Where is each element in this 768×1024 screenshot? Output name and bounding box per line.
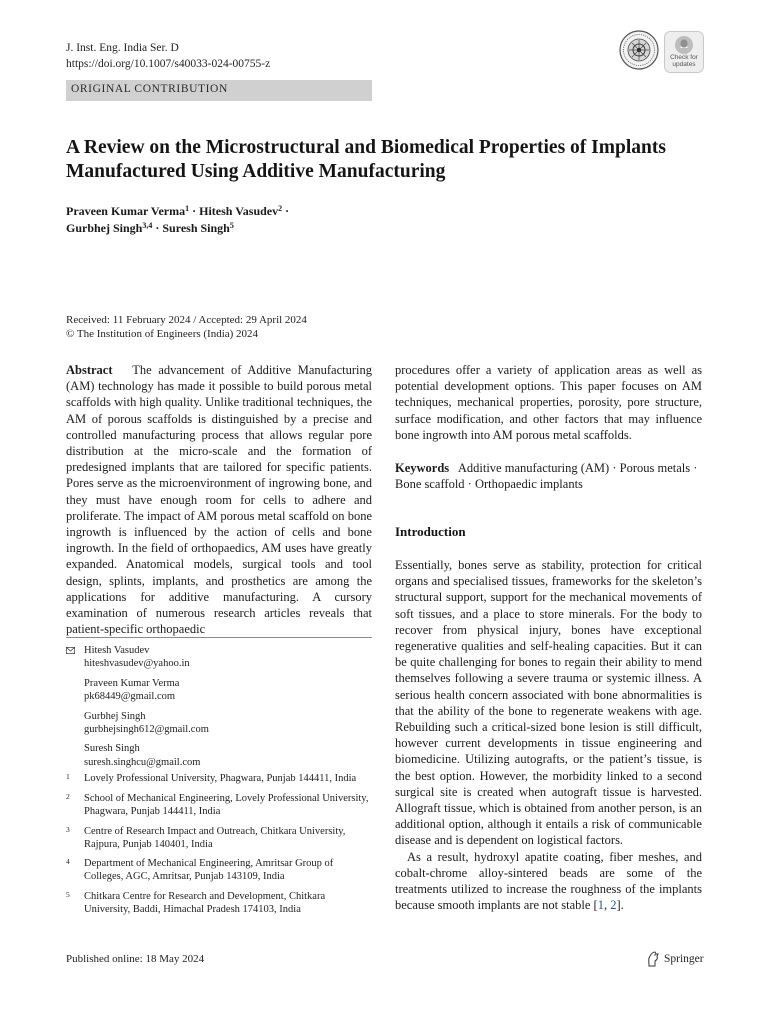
contact-name: Hitesh Vasudev (84, 645, 150, 656)
affiliation-entry (66, 792, 372, 818)
author-affiliation-mark: 1 (185, 204, 190, 213)
affiliation-entry (66, 890, 372, 916)
keywords-label: Keywords (395, 461, 450, 475)
author-affiliation-mark: 2 (278, 204, 283, 213)
contact-entry (66, 677, 372, 703)
contact-name: Suresh Singh (84, 743, 140, 755)
contact-email[interactable]: pk68449@gmail.com (84, 691, 176, 702)
author (66, 221, 152, 235)
affiliation-number: 1 (66, 772, 70, 781)
article-title: A Review on the Microstructural and Biomedical Properties of Implants Manufactured Using Additive Manufacturing (66, 137, 666, 182)
contact-email[interactable]: hiteshvasudev@yahoo.in (84, 658, 190, 670)
contact-name: Gurbhej Singh (84, 710, 146, 722)
affiliation-number: 2 (66, 791, 70, 801)
author-name: Praveen Kumar Verma (66, 204, 186, 218)
abstract-label: Abstract (66, 363, 113, 377)
institution-seal-icon (619, 30, 659, 70)
doi-link[interactable]: https://doi.org/10.1007/s40033-024-00755-z (66, 57, 271, 70)
author-affiliation-mark: 5 (229, 221, 234, 230)
keywords-text: Additive manufacturing (AM) · Porous metals · Bone scaffold · Orthopaedic implants (395, 461, 698, 492)
contact-list (66, 644, 372, 775)
publisher-name: Springer (664, 953, 704, 965)
keywords (395, 460, 702, 492)
author (66, 204, 189, 218)
affiliation-text: School of Mechanical Engineering, Lovely Professional University, Phagwara, Punjab 144411, India (84, 792, 369, 817)
contact-entry (66, 644, 372, 670)
affiliation-text: Department of Mechanical Engineering, Amritsar Group of Colleges, AGC, Amritsar, Punjab 143109, India (84, 858, 334, 883)
affiliation-text: Chitkara Centre for Research and Development, Chitkara University, Baddi, Himachal Pradesh 174103, India (84, 891, 326, 916)
contact-entry (66, 710, 372, 736)
intro-paragraph-text: As a result, hydroxyl apatite coating, fiber meshes, and cobalt-chrome alloy-sintered beads are some of the treatments utilized to increase the roughness of the implants because smooth implants are not stable [ (395, 849, 702, 913)
citation-link[interactable]: 1 (597, 898, 604, 913)
article-category: ORIGINAL CONTRIBUTION (71, 83, 228, 95)
intro-paragraph: Essentially, bones serve as stability, protection for critical organs and specialised tissues, frameworks for the skeleton’s structural support, support for the mechanical movements of soft tissues, and a place to store minerals. For the body to recover from physical injury, bones have exceptional regenerative qualities and self-healing capacities. But it can be quite challenging for bones to regain their ability to mend themselves following a severe trauma or systemic illness. A serious health concern associated with bone abnormalities is that the ability of the bone to regenerate weakens with age. Rebuilding such a critical-sized bone lesion is still difficult, however current developments in tissue engineering and biomedicine. Utilizing autografts, or the patient’s tissue, is the best option. However, the morbidity linked to a second surgical site is created when autograft tissue is harvested. Allograft tissue, which is obtained from another person, is an additional option, although it entails a risk of communicable disease and is dependent on logistical factors. (395, 558, 702, 848)
abstract-continued: procedures offer a variety of application areas as well as potential development options. This paper focuses on AM techniques, mechanical properties, porosity, pore structure, surface modification, and other factors that may influence bone ingrowth into AM porous metal scaffolds. (395, 363, 702, 442)
affiliation-entry (66, 825, 372, 851)
affiliation-entry (66, 772, 372, 785)
springer-horse-icon (646, 951, 660, 967)
affiliation-number: 5 (66, 890, 70, 900)
introduction-body (395, 557, 702, 913)
contact-entry (66, 742, 372, 768)
author-name: Hitesh Vasudev (199, 204, 279, 218)
author-name: Suresh Singh (162, 221, 230, 235)
article-dates (66, 313, 307, 341)
author (199, 204, 282, 218)
introduction-heading: Introduction (395, 524, 466, 539)
affiliation-number: 3 (66, 824, 70, 834)
copyright: © The Institution of Engineers (India) 2024 (66, 328, 259, 340)
contact-email[interactable]: suresh.singhcu@gmail.com (84, 756, 201, 768)
journal-header (66, 41, 270, 72)
citation-separator: , (603, 898, 611, 913)
affiliation-list (66, 772, 372, 923)
citation-close: ]. (616, 898, 624, 913)
author (162, 221, 233, 235)
abstract-left (66, 362, 372, 637)
published-online: Published online: 18 May 2024 (66, 953, 205, 965)
contact-email[interactable]: gurbhejsingh612@gmail.com (84, 723, 209, 735)
intro-paragraph (395, 849, 702, 914)
journal-name: J. Inst. Eng. India Ser. D (66, 42, 179, 54)
citation-link[interactable]: 2 (610, 898, 617, 913)
email-envelope-icon (66, 647, 75, 654)
author-affiliation-mark: 3,4 (142, 221, 153, 230)
affiliation-text: Lovely Professional University, Phagwara, Punjab 144411, India (84, 773, 357, 784)
affiliation-number: 4 (66, 857, 70, 867)
footnote-divider (66, 637, 372, 638)
author-list: Praveen Kumar Verma$^1$ · Hitesh Vasudev$^2$ · Gurbhej Singh$^{3,4}$ · Suresh Singh$^5$ (66, 204, 290, 235)
affiliation-text: Centre of Research Impact and Outreach, Chitkara University, Rajpura, Punjab 140401, India (84, 825, 346, 850)
author-name: Gurbhej Singh (66, 221, 143, 235)
contact-name: Praveen Kumar Verma (84, 677, 180, 689)
affiliation-entry (66, 857, 372, 883)
received-accepted: Received: 11 February 2024 / Accepted: 29 April 2024 (66, 314, 307, 326)
abstract-text: The advancement of Additive Manufacturing (AM) technology has made it possible to build porous metal scaffolds with high quality. Unlike traditional techniques, the AM of porous scaffolds is distinguished by a precise and controlled manufacturing process that allows regular pore distribution at the micro-scale and the formation of predesigned implants that are tailored for specific patients. Pores serve as the microenvironment of ingrowing bone, and they must have enough room for cells to adhere and proliferate. The impact of AM porous metal scaffold on bone ingrowth is influenced by the action of cells and bone ingrowth. In the field of orthopaedics, AM uses have greatly expanded. Anatomical models, surgical tools and tool design, splints, implants, and prosthetics are among the applications for additive manufacturing. A cursory examination of numerous research articles reveals that patient-specific orthopaedic (66, 363, 372, 637)
check-for-updates-label: Check for updates (670, 54, 698, 68)
article-category-band (66, 80, 372, 101)
publisher-logo[interactable] (646, 951, 704, 967)
